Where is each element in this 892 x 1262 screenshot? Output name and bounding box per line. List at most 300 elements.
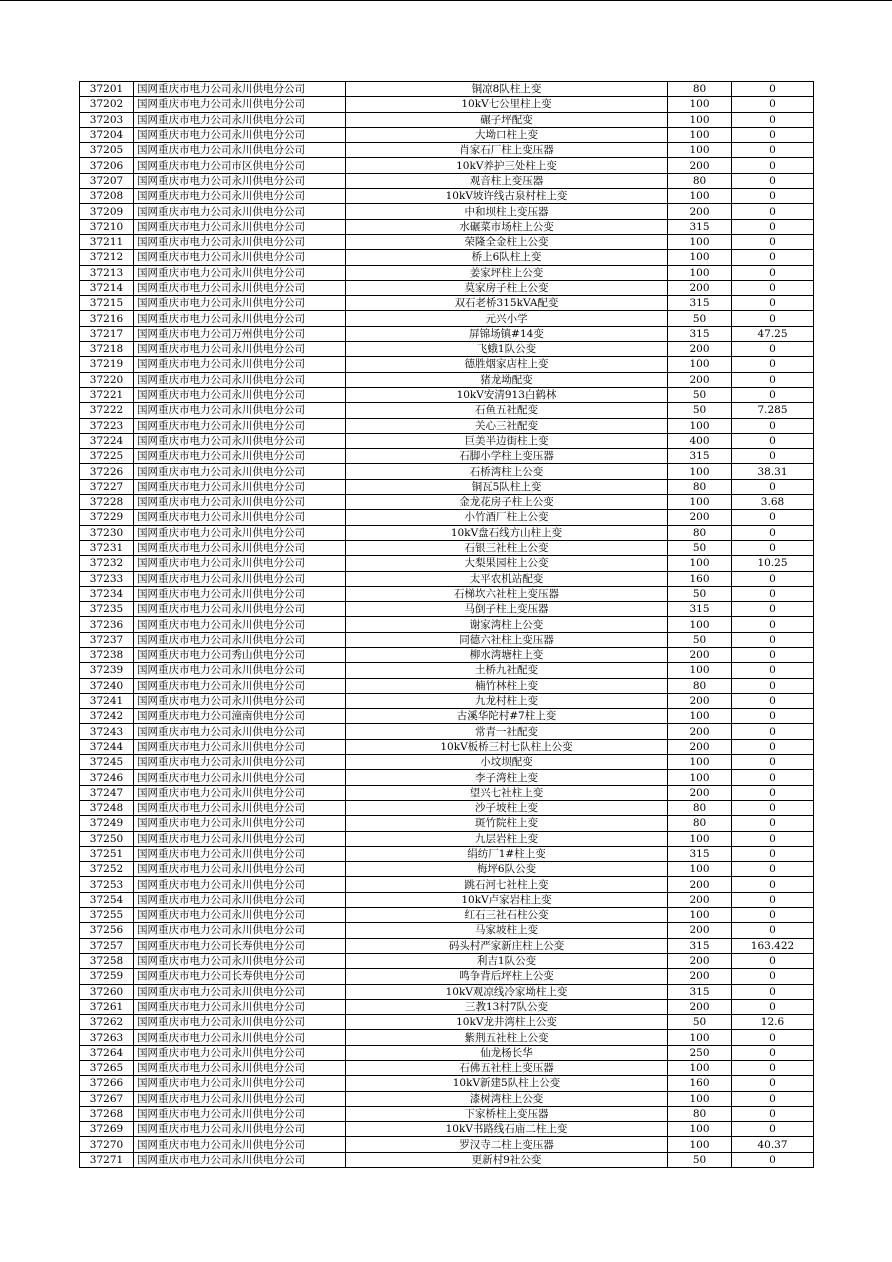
load-cell: 0 — [732, 1152, 814, 1167]
org-cell: 国网重庆市电力公司永川供电分公司 — [134, 923, 346, 938]
transformer-name-cell: 石脚小学柱上变压器 — [346, 449, 668, 464]
load-cell: 0 — [732, 999, 814, 1014]
row-id-cell: 37270 — [80, 1137, 134, 1152]
row-id-cell: 37229 — [80, 510, 134, 525]
org-cell: 国网重庆市电力公司永川供电分公司 — [134, 785, 346, 800]
table-row — [80, 342, 814, 357]
table-row — [80, 877, 814, 892]
transformer-name-cell: 10kV养护三处柱上变 — [346, 158, 668, 173]
transformer-name-cell: 双石老桥315kVA配变 — [346, 296, 668, 311]
transformer-name-cell: 马家坡柱上变 — [346, 923, 668, 938]
transformer-name-cell: 梅坪6队公变 — [346, 862, 668, 877]
capacity-cell: 100 — [668, 1122, 732, 1137]
transformer-name-cell: 大坳口柱上变 — [346, 127, 668, 142]
capacity-cell: 100 — [668, 908, 732, 923]
row-id-cell: 37227 — [80, 479, 134, 494]
row-id-cell: 37254 — [80, 892, 134, 907]
org-cell: 国网重庆市电力公司永川供电分公司 — [134, 663, 346, 678]
row-id-cell: 37256 — [80, 923, 134, 938]
org-cell: 国网重庆市电力公司永川供电分公司 — [134, 173, 346, 188]
transformer-name-cell: 古溪华陀村#7柱上变 — [346, 709, 668, 724]
transformer-name-cell: 飞蛾1队公变 — [346, 342, 668, 357]
capacity-cell: 80 — [668, 82, 732, 97]
transformer-name-cell: 更新村9社公变 — [346, 1152, 668, 1167]
load-cell: 0 — [732, 449, 814, 464]
capacity-cell: 100 — [668, 663, 732, 678]
row-id-cell: 37246 — [80, 770, 134, 785]
transformer-name-cell: 碾子坪配变 — [346, 112, 668, 127]
capacity-cell: 100 — [668, 709, 732, 724]
row-id-cell: 37231 — [80, 540, 134, 555]
org-cell: 国网重庆市电力公司永川供电分公司 — [134, 204, 346, 219]
capacity-cell: 100 — [668, 357, 732, 372]
org-cell: 国网重庆市电力公司永川供电分公司 — [134, 540, 346, 555]
load-cell: 0 — [732, 969, 814, 984]
transformer-name-cell: 石桥湾柱上公变 — [346, 464, 668, 479]
row-id-cell: 37271 — [80, 1152, 134, 1167]
table-row — [80, 923, 814, 938]
transformer-name-cell: 紫荆五社柱上公变 — [346, 1030, 668, 1045]
capacity-cell: 80 — [668, 173, 732, 188]
transformer-name-cell: 石梯坎六社柱上变压器 — [346, 586, 668, 601]
table-row — [80, 143, 814, 158]
transformer-name-cell: 李子湾柱上变 — [346, 770, 668, 785]
load-cell: 40.37 — [732, 1137, 814, 1152]
load-cell: 0 — [732, 923, 814, 938]
transformer-name-cell: 九龙村柱上变 — [346, 693, 668, 708]
table-row — [80, 908, 814, 923]
table-row — [80, 326, 814, 341]
load-cell: 3.68 — [732, 495, 814, 510]
org-cell: 国网重庆市电力公司永川供电分公司 — [134, 342, 346, 357]
row-id-cell: 37222 — [80, 403, 134, 418]
org-cell: 国网重庆市电力公司永川供电分公司 — [134, 418, 346, 433]
capacity-cell: 200 — [668, 342, 732, 357]
page-top-rule — [0, 0, 892, 1]
capacity-cell: 100 — [668, 464, 732, 479]
row-id-cell: 37265 — [80, 1061, 134, 1076]
table-row — [80, 556, 814, 571]
table-row — [80, 1045, 814, 1060]
load-cell: 0 — [732, 158, 814, 173]
load-cell: 163.422 — [732, 938, 814, 953]
org-cell: 国网重庆市电力公司长寿供电分公司 — [134, 938, 346, 953]
transformer-name-cell: 德胜烟家店柱上变 — [346, 357, 668, 372]
load-cell: 0 — [732, 663, 814, 678]
capacity-cell: 50 — [668, 632, 732, 647]
capacity-cell: 50 — [668, 1015, 732, 1030]
capacity-cell: 100 — [668, 97, 732, 112]
load-cell: 0 — [732, 280, 814, 295]
load-cell: 0 — [732, 127, 814, 142]
table-row — [80, 449, 814, 464]
capacity-cell: 100 — [668, 234, 732, 249]
row-id-cell: 37250 — [80, 831, 134, 846]
org-cell: 国网重庆市电力公司永川供电分公司 — [134, 617, 346, 632]
org-cell: 国网重庆市电力公司永川供电分公司 — [134, 816, 346, 831]
table-row — [80, 357, 814, 372]
table-row — [80, 602, 814, 617]
transformer-name-cell: 观音柱上变压器 — [346, 173, 668, 188]
load-cell: 0 — [732, 846, 814, 861]
row-id-cell: 37226 — [80, 464, 134, 479]
org-cell: 国网重庆市电力公司永川供电分公司 — [134, 755, 346, 770]
load-cell: 0 — [732, 770, 814, 785]
transformer-name-cell: 大梨果园柱上公变 — [346, 556, 668, 571]
capacity-cell: 100 — [668, 143, 732, 158]
row-id-cell: 37219 — [80, 357, 134, 372]
table-row — [80, 158, 814, 173]
capacity-cell: 315 — [668, 602, 732, 617]
load-cell: 0 — [732, 693, 814, 708]
table-row — [80, 1061, 814, 1076]
org-cell: 国网重庆市电力公司永川供电分公司 — [134, 1137, 346, 1152]
load-cell: 0 — [732, 678, 814, 693]
table-row — [80, 387, 814, 402]
table-row — [80, 938, 814, 953]
row-id-cell: 37262 — [80, 1015, 134, 1030]
org-cell: 国网重庆市电力公司永川供电分公司 — [134, 800, 346, 815]
transformer-name-cell: 小坟坝配变 — [346, 755, 668, 770]
capacity-cell: 100 — [668, 1137, 732, 1152]
row-id-cell: 37238 — [80, 647, 134, 662]
transformer-name-cell: 谢家湾柱上公变 — [346, 617, 668, 632]
row-id-cell: 37255 — [80, 908, 134, 923]
load-cell: 0 — [732, 387, 814, 402]
table-row — [80, 510, 814, 525]
transformer-name-cell: 石银三社柱上公变 — [346, 540, 668, 555]
org-cell: 国网重庆市电力公司永川供电分公司 — [134, 97, 346, 112]
org-cell: 国网重庆市电力公司永川供电分公司 — [134, 449, 346, 464]
capacity-cell: 315 — [668, 846, 732, 861]
transformer-name-cell: 铜瓦5队柱上变 — [346, 479, 668, 494]
table-row — [80, 1076, 814, 1091]
table-row — [80, 739, 814, 754]
table-row — [80, 1152, 814, 1167]
table-row — [80, 525, 814, 540]
row-id-cell: 37259 — [80, 969, 134, 984]
row-id-cell: 37261 — [80, 999, 134, 1014]
capacity-cell: 50 — [668, 540, 732, 555]
transformer-name-cell: 漆树湾柱上公变 — [346, 1091, 668, 1106]
org-cell: 国网重庆市电力公司永川供电分公司 — [134, 525, 346, 540]
load-cell: 0 — [732, 785, 814, 800]
transformer-name-cell: 10kV新建5队柱上公变 — [346, 1076, 668, 1091]
load-cell: 0 — [732, 433, 814, 448]
table-row — [80, 800, 814, 815]
row-id-cell: 37258 — [80, 953, 134, 968]
row-id-cell: 37248 — [80, 800, 134, 815]
load-cell: 0 — [732, 296, 814, 311]
row-id-cell: 37212 — [80, 250, 134, 265]
table-row — [80, 846, 814, 861]
transformer-name-cell: 马倒子柱上变压器 — [346, 602, 668, 617]
capacity-cell: 100 — [668, 1030, 732, 1045]
capacity-cell: 80 — [668, 1106, 732, 1121]
table-body — [80, 82, 814, 1168]
load-cell: 0 — [732, 1030, 814, 1045]
load-cell: 7.285 — [732, 403, 814, 418]
load-cell: 0 — [732, 311, 814, 326]
capacity-cell: 80 — [668, 816, 732, 831]
capacity-cell: 315 — [668, 296, 732, 311]
org-cell: 国网重庆市电力公司永川供电分公司 — [134, 82, 346, 97]
load-cell: 0 — [732, 984, 814, 999]
load-cell: 0 — [732, 892, 814, 907]
table-row — [80, 173, 814, 188]
transformer-name-cell: 斑竹院柱上变 — [346, 816, 668, 831]
row-id-cell: 37252 — [80, 862, 134, 877]
org-cell: 国网重庆市电力公司万州供电分公司 — [134, 326, 346, 341]
table-row — [80, 831, 814, 846]
transformer-name-cell: 罗汉寺二柱上变压器 — [346, 1137, 668, 1152]
org-cell: 国网重庆市电力公司永川供电分公司 — [134, 1030, 346, 1045]
row-id-cell: 37228 — [80, 495, 134, 510]
row-id-cell: 37269 — [80, 1122, 134, 1137]
transformer-name-cell: 荣隆全金柱上公变 — [346, 234, 668, 249]
capacity-cell: 315 — [668, 219, 732, 234]
row-id-cell: 37221 — [80, 387, 134, 402]
load-cell: 0 — [732, 510, 814, 525]
capacity-cell: 100 — [668, 1061, 732, 1076]
table-row — [80, 999, 814, 1014]
capacity-cell: 50 — [668, 586, 732, 601]
org-cell: 国网重庆市电力公司永川供电分公司 — [134, 586, 346, 601]
org-cell: 国网重庆市电力公司永川供电分公司 — [134, 311, 346, 326]
table-row — [80, 403, 814, 418]
transformer-name-cell: 10kV安清913白鹤林 — [346, 387, 668, 402]
capacity-cell: 100 — [668, 189, 732, 204]
row-id-cell: 37253 — [80, 877, 134, 892]
transformer-name-cell: 桥上6队柱上变 — [346, 250, 668, 265]
transformer-name-cell: 肖家石厂柱上变压器 — [346, 143, 668, 158]
transformer-name-cell: 常青一社配变 — [346, 724, 668, 739]
load-cell: 0 — [732, 250, 814, 265]
org-cell: 国网重庆市电力公司永川供电分公司 — [134, 678, 346, 693]
load-cell: 0 — [732, 862, 814, 877]
capacity-cell: 200 — [668, 510, 732, 525]
transformer-name-cell: 元兴小学 — [346, 311, 668, 326]
load-cell: 0 — [732, 97, 814, 112]
transformer-name-cell: 柳水湾塘柱上变 — [346, 647, 668, 662]
transformer-name-cell: 绢纺厂1#柱上变 — [346, 846, 668, 861]
row-id-cell: 37233 — [80, 571, 134, 586]
org-cell: 国网重庆市电力公司永川供电分公司 — [134, 953, 346, 968]
row-id-cell: 37213 — [80, 265, 134, 280]
row-id-cell: 37210 — [80, 219, 134, 234]
org-cell: 国网重庆市电力公司永川供电分公司 — [134, 1061, 346, 1076]
row-id-cell: 37224 — [80, 433, 134, 448]
table-row — [80, 693, 814, 708]
load-cell: 0 — [732, 525, 814, 540]
load-cell: 0 — [732, 219, 814, 234]
load-cell: 0 — [732, 816, 814, 831]
load-cell: 0 — [732, 234, 814, 249]
capacity-cell: 80 — [668, 678, 732, 693]
org-cell: 国网重庆市电力公司永川供电分公司 — [134, 1152, 346, 1167]
load-cell: 38.31 — [732, 464, 814, 479]
capacity-cell: 400 — [668, 433, 732, 448]
transformer-name-cell: 屏锦场镇#14变 — [346, 326, 668, 341]
load-cell: 0 — [732, 1122, 814, 1137]
capacity-cell: 100 — [668, 112, 732, 127]
load-cell: 0 — [732, 82, 814, 97]
capacity-cell: 200 — [668, 892, 732, 907]
transformer-name-cell: 利吉1队公变 — [346, 953, 668, 968]
row-id-cell: 37218 — [80, 342, 134, 357]
capacity-cell: 200 — [668, 280, 732, 295]
capacity-cell: 100 — [668, 770, 732, 785]
row-id-cell: 37205 — [80, 143, 134, 158]
load-cell: 0 — [732, 357, 814, 372]
capacity-cell: 200 — [668, 785, 732, 800]
table-row — [80, 97, 814, 112]
org-cell: 国网重庆市电力公司永川供电分公司 — [134, 892, 346, 907]
row-id-cell: 37201 — [80, 82, 134, 97]
org-cell: 国网重庆市电力公司永川供电分公司 — [134, 495, 346, 510]
table-row — [80, 785, 814, 800]
org-cell: 国网重庆市电力公司永川供电分公司 — [134, 372, 346, 387]
capacity-cell: 200 — [668, 953, 732, 968]
org-cell: 国网重庆市电力公司永川供电分公司 — [134, 296, 346, 311]
transformer-name-cell: 码头村严家新庄柱上公变 — [346, 938, 668, 953]
org-cell: 国网重庆市电力公司永川供电分公司 — [134, 846, 346, 861]
org-cell: 国网重庆市电力公司永川供电分公司 — [134, 877, 346, 892]
capacity-cell: 80 — [668, 479, 732, 494]
table-row — [80, 571, 814, 586]
row-id-cell: 37260 — [80, 984, 134, 999]
table-row — [80, 770, 814, 785]
org-cell: 国网重庆市电力公司永川供电分公司 — [134, 908, 346, 923]
org-cell: 国网重庆市电力公司永川供电分公司 — [134, 999, 346, 1014]
capacity-cell: 160 — [668, 1076, 732, 1091]
org-cell: 国网重庆市电力公司永川供电分公司 — [134, 632, 346, 647]
row-id-cell: 37215 — [80, 296, 134, 311]
transformer-name-cell: 10kV板桥三村七队柱上公变 — [346, 739, 668, 754]
table-row — [80, 265, 814, 280]
transformer-name-cell: 金龙花房子柱上公变 — [346, 495, 668, 510]
transformer-name-cell: 莫家房子柱上公变 — [346, 280, 668, 295]
table-row — [80, 724, 814, 739]
capacity-cell: 100 — [668, 495, 732, 510]
transformer-name-cell: 同德六社柱上变压器 — [346, 632, 668, 647]
load-cell: 0 — [732, 1061, 814, 1076]
org-cell: 国网重庆市电力公司永川供电分公司 — [134, 739, 346, 754]
transformer-name-cell: 望兴七社柱上变 — [346, 785, 668, 800]
row-id-cell: 37245 — [80, 755, 134, 770]
capacity-cell: 200 — [668, 204, 732, 219]
transformer-name-cell: 沙子坡柱上变 — [346, 800, 668, 815]
table-row — [80, 1015, 814, 1030]
load-cell: 0 — [732, 479, 814, 494]
transformer-name-cell: 石鱼五社配变 — [346, 403, 668, 418]
org-cell: 国网重庆市电力公司永川供电分公司 — [134, 234, 346, 249]
load-cell: 0 — [732, 372, 814, 387]
row-id-cell: 37257 — [80, 938, 134, 953]
row-id-cell: 37209 — [80, 204, 134, 219]
load-cell: 47.25 — [732, 326, 814, 341]
org-cell: 国网重庆市电力公司永川供电分公司 — [134, 770, 346, 785]
row-id-cell: 37235 — [80, 602, 134, 617]
table-row — [80, 678, 814, 693]
capacity-cell: 100 — [668, 265, 732, 280]
row-id-cell: 37217 — [80, 326, 134, 341]
transformer-name-cell: 巨美半边街柱上变 — [346, 433, 668, 448]
org-cell: 国网重庆市电力公司永川供电分公司 — [134, 1122, 346, 1137]
row-id-cell: 37211 — [80, 234, 134, 249]
load-cell: 0 — [732, 800, 814, 815]
row-id-cell: 37232 — [80, 556, 134, 571]
capacity-cell: 200 — [668, 969, 732, 984]
row-id-cell: 37230 — [80, 525, 134, 540]
table-row — [80, 709, 814, 724]
load-cell: 0 — [732, 342, 814, 357]
org-cell: 国网重庆市电力公司长寿供电分公司 — [134, 969, 346, 984]
load-cell: 0 — [732, 204, 814, 219]
capacity-cell: 315 — [668, 984, 732, 999]
load-cell: 0 — [732, 571, 814, 586]
table-row — [80, 311, 814, 326]
org-cell: 国网重庆市电力公司永川供电分公司 — [134, 189, 346, 204]
row-id-cell: 37249 — [80, 816, 134, 831]
row-id-cell: 37241 — [80, 693, 134, 708]
row-id-cell: 37216 — [80, 311, 134, 326]
transformer-name-cell: 三教13村7队公变 — [346, 999, 668, 1014]
table-row — [80, 112, 814, 127]
table-row — [80, 663, 814, 678]
row-id-cell: 37243 — [80, 724, 134, 739]
transformer-name-cell: 太平农机站配变 — [346, 571, 668, 586]
table-row — [80, 1030, 814, 1045]
load-cell: 12.6 — [732, 1015, 814, 1030]
transformer-name-cell: 楠竹林柱上变 — [346, 678, 668, 693]
table-row — [80, 617, 814, 632]
table-row — [80, 1091, 814, 1106]
transformer-name-cell: 中和坝柱上变压器 — [346, 204, 668, 219]
table-row — [80, 1137, 814, 1152]
row-id-cell: 37220 — [80, 372, 134, 387]
transformer-name-cell: 石佛五社柱上变压器 — [346, 1061, 668, 1076]
capacity-cell: 100 — [668, 127, 732, 142]
org-cell: 国网重庆市电力公司永川供电分公司 — [134, 143, 346, 158]
row-id-cell: 37204 — [80, 127, 134, 142]
table-row — [80, 433, 814, 448]
table-row — [80, 647, 814, 662]
transformer-name-cell: 红石三社石柱公变 — [346, 908, 668, 923]
org-cell: 国网重庆市电力公司永川供电分公司 — [134, 1091, 346, 1106]
table-row — [80, 969, 814, 984]
capacity-cell: 315 — [668, 938, 732, 953]
capacity-cell: 200 — [668, 739, 732, 754]
load-cell: 0 — [732, 1091, 814, 1106]
table-row — [80, 586, 814, 601]
capacity-cell: 100 — [668, 556, 732, 571]
row-id-cell: 37264 — [80, 1045, 134, 1060]
org-cell: 国网重庆市电力公司秀山供电分公司 — [134, 647, 346, 662]
row-id-cell: 37207 — [80, 173, 134, 188]
row-id-cell: 37234 — [80, 586, 134, 601]
table-row — [80, 204, 814, 219]
row-id-cell: 37208 — [80, 189, 134, 204]
transformer-name-cell: 猪龙坳配变 — [346, 372, 668, 387]
org-cell: 国网重庆市电力公司永川供电分公司 — [134, 127, 346, 142]
load-cell: 0 — [732, 617, 814, 632]
capacity-cell: 80 — [668, 800, 732, 815]
org-cell: 国网重庆市电力公司永川供电分公司 — [134, 219, 346, 234]
transformer-name-cell: 关心三社配变 — [346, 418, 668, 433]
transformer-name-cell: 铜凉8队柱上变 — [346, 82, 668, 97]
org-cell: 国网重庆市电力公司永川供电分公司 — [134, 602, 346, 617]
